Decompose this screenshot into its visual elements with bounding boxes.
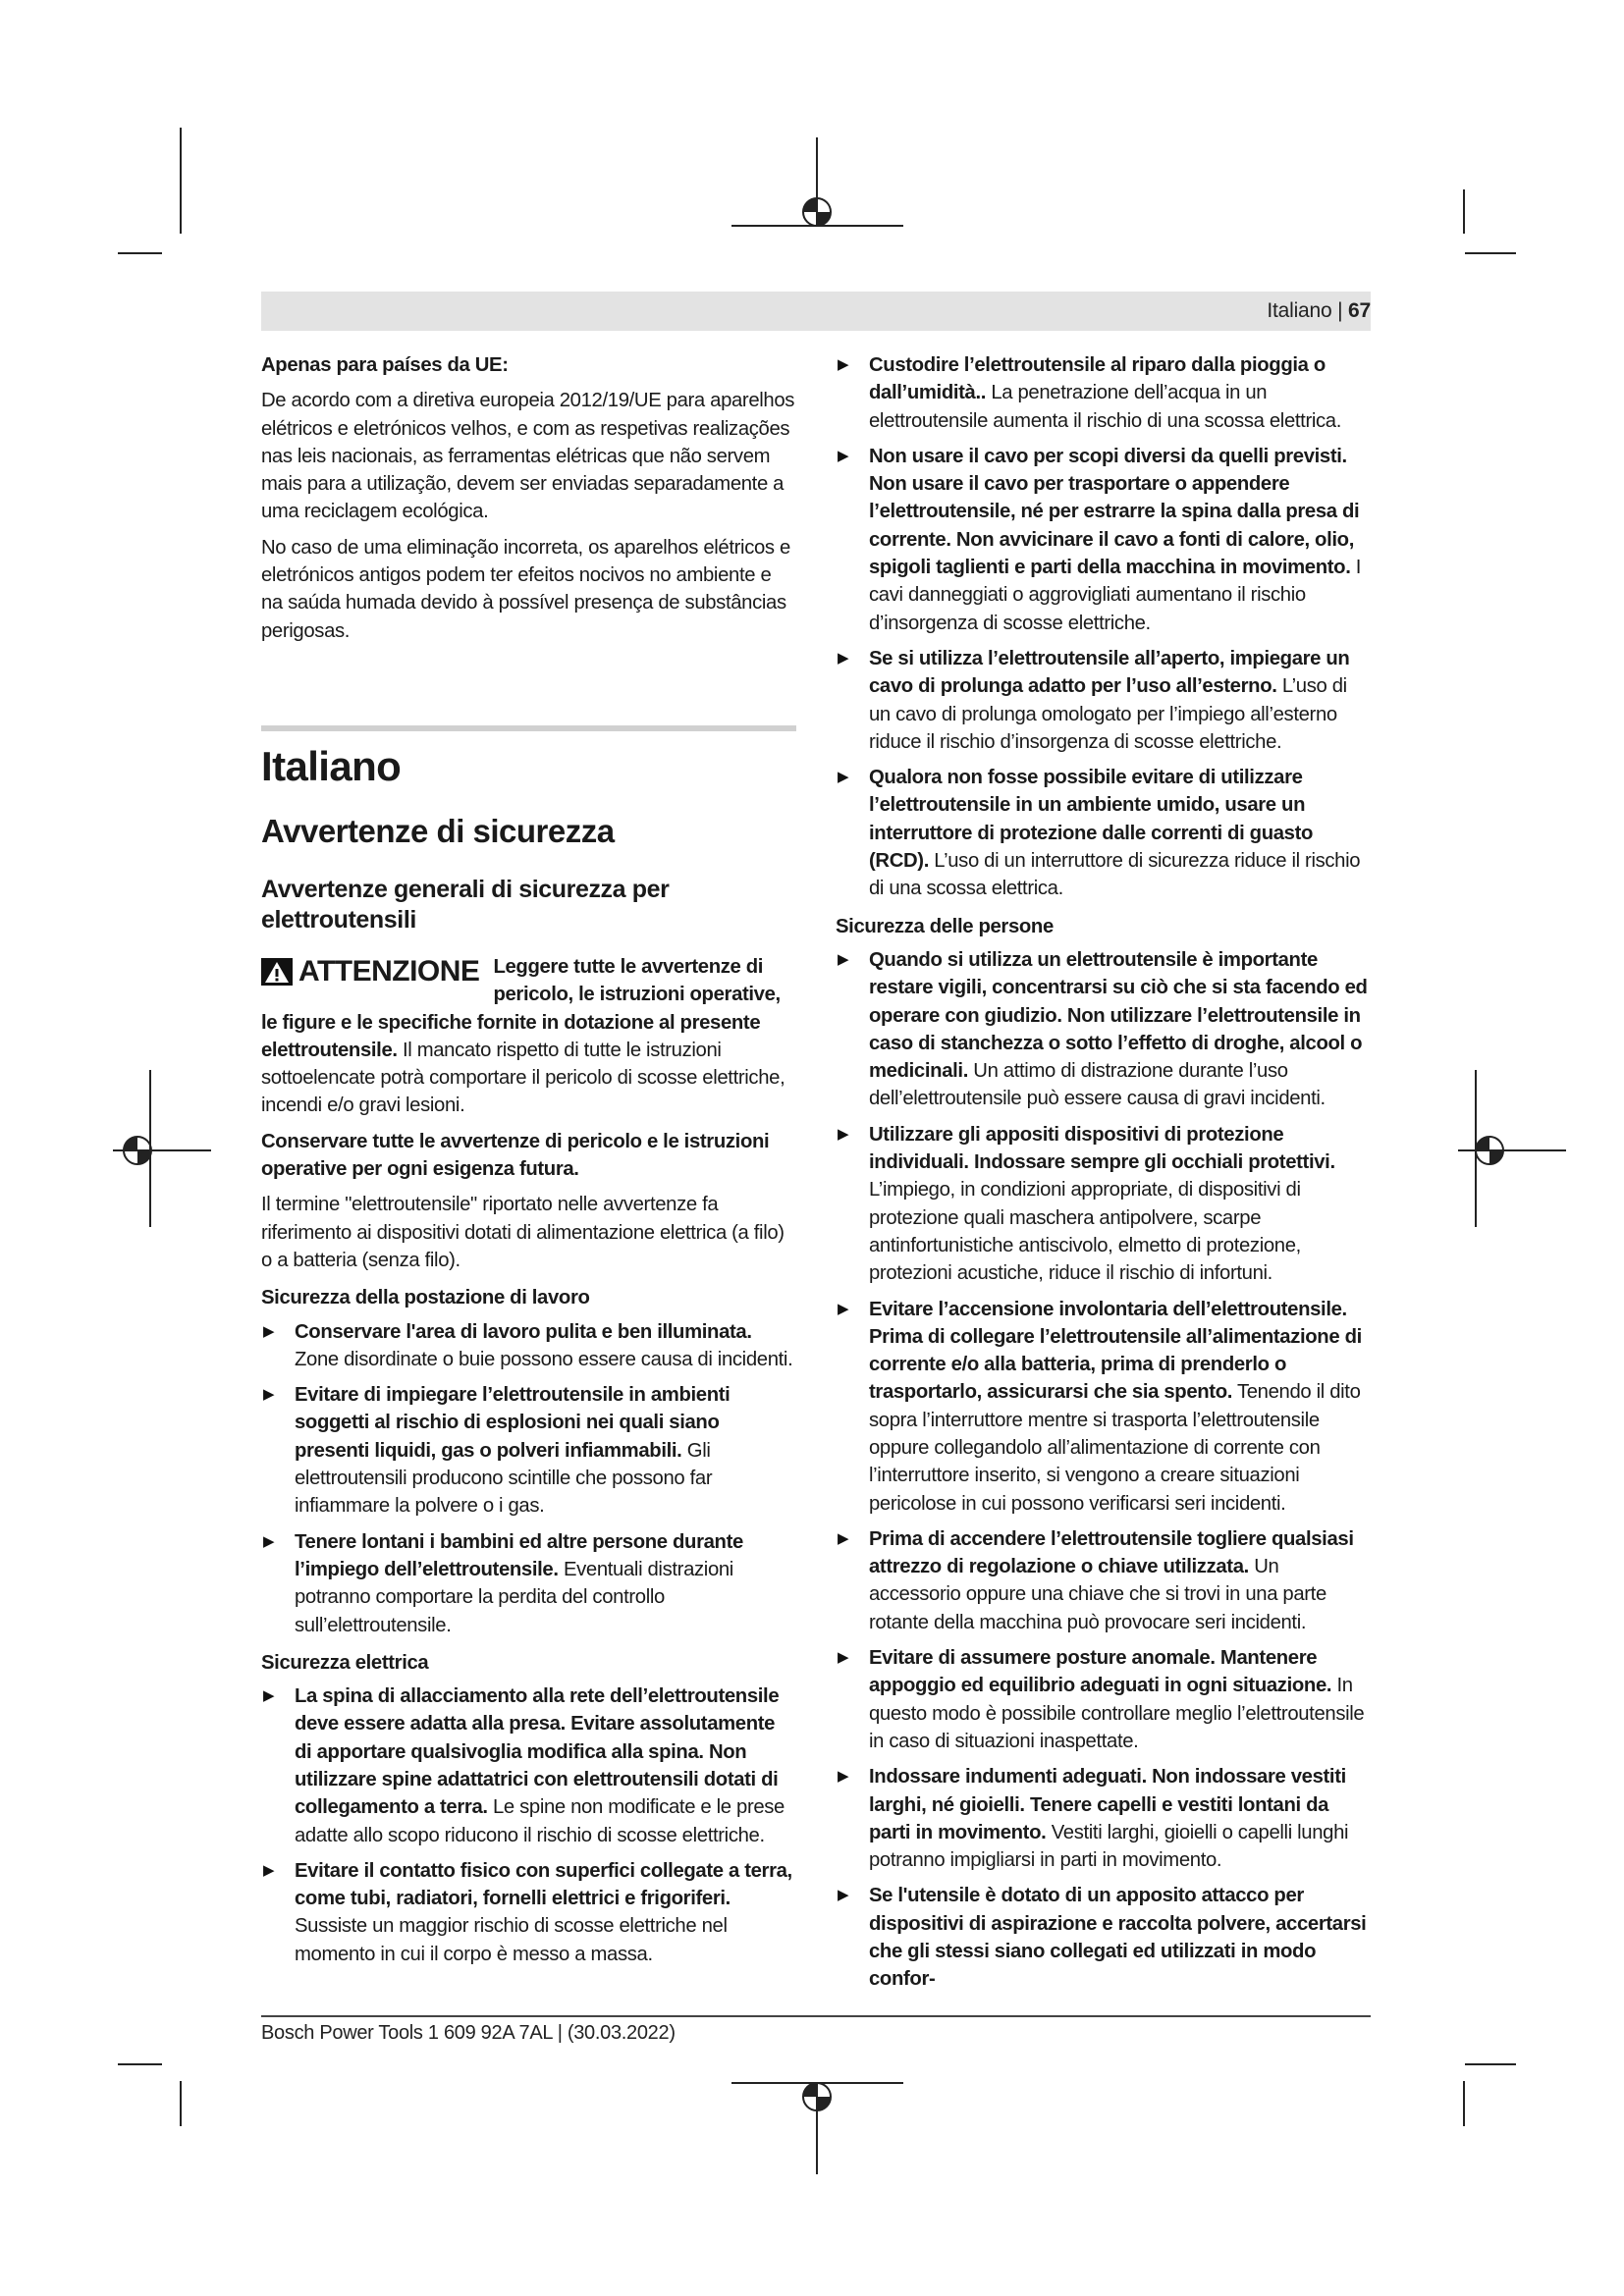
header-separator: | <box>1337 299 1343 322</box>
item-text: Sussiste un maggior rischio di scosse elettriche nel momento in cui il corpo è messo a massa. <box>295 1915 728 1965</box>
left-column <box>261 351 796 1976</box>
list-item <box>836 1525 1371 1636</box>
general-safety-title: Avvertenze generali di sicurezza per elettroutensili <box>261 875 670 934</box>
item-bold: La spina di allacciamento alla rete dell’elettroutensile deve essere adatta alla presa. Evitare assolutamente di apportare qualsivoglia modifica alla spina. Non utilizzare spine adattatrici con elettroutensili dotati di collegamento a terra. <box>295 1685 780 1819</box>
warning-block <box>261 953 796 1120</box>
item-text: La penetrazione dell’acqua in un elettroutensile aumenta il rischio di una scossa elettrica. <box>869 382 1342 432</box>
item-text: L’uso di un interruttore di sicurezza riduce il rischio di una scossa elettrica. <box>869 850 1361 900</box>
item-text: Le spine non modificate e le prese adatte allo scopo riducono il rischio di scosse elettriche. <box>295 1796 785 1846</box>
eu-paragraph-1: De acordo com a diretiva europeia 2012/19/UE para aparelhos elétricos e eletrónicos velhos, e com as respetivas realizações nas leis nacionais, as ferramentas elétricas que não servem mais para a utilização, devem ser enviadas separadamente a uma reciclagem ecológica. <box>261 390 795 523</box>
list-item <box>836 1296 1371 1518</box>
warning-bold: Leggere tutte le avvertenze di pericolo, le istruzioni operative, le figure e le specifiche fornite in dotazione al presente elettroutensile. <box>261 955 781 1061</box>
persons-heading: Sicurezza delle persone <box>836 915 1054 937</box>
list-item <box>836 645 1371 756</box>
registration-mark-bottom <box>731 2071 908 2179</box>
warning-label-text: ATTENZIONE <box>298 954 480 988</box>
list-item <box>261 1528 796 1639</box>
page-number: 67 <box>1348 299 1371 322</box>
persons-list <box>836 946 1371 1994</box>
item-text: Un attimo di distrazione durante l’uso dell’elettroutensile può essere causa di gravi incidenti. <box>869 1060 1326 1110</box>
list-item <box>261 1857 796 1968</box>
conserve-warnings: Conservare tutte le avvertenze di pericolo e le istruzioni operative per ogni esigenza futura. <box>261 1130 770 1181</box>
running-header <box>1267 299 1371 323</box>
item-bold: Conservare l'area di lavoro pulita e ben illuminata. <box>295 1320 752 1343</box>
workplace-heading: Sicurezza della postazione di lavoro <box>261 1287 590 1309</box>
item-text: Tenendo il dito sopra l’interruttore mentre si trasporta l’elettroutensile oppure collegandolo all’alimentazione di corrente con l’interruttore inserito, si vengono a creare situazioni pericolose in cui possono verificarsi seri incidenti. <box>869 1381 1361 1515</box>
eu-paragraph-2: No caso de uma eliminação incorreta, os aparelhos elétricos e eletrónicos antigos podem ter efeitos nocivos no ambiente e na saúda humada devido à possível presença de substâncias perigosas. <box>261 536 790 642</box>
item-text: L’impiego, in condizioni appropriate, di dispositivi di protezione quali maschera antipolvere, scarpe antinfortunistiche antiscivolo, elmetto di protezione, protezioni acustiche, riduce il rischio di infortuni. <box>869 1179 1301 1285</box>
item-bold: Evitare l’accensione involontaria dell’elettroutensile. Prima di collegare l’elettroutensile all’alimentazione di corrente e/o alla batteria, prima di prenderlo o trasportarlo, assicurarsi che sia spento. <box>869 1298 1362 1404</box>
registration-mark-top <box>731 137 908 245</box>
warning-text: Il mancato rispetto di tutte le istruzioni sottoelencate potrà comportare il pericolo di scosse elettriche, incendi e/o gravi lesioni. <box>261 1039 785 1117</box>
footer-rule <box>261 2015 1371 2017</box>
list-item <box>836 946 1371 1113</box>
footer-text: Bosch Power Tools 1 609 92A 7AL | (30.03.2022) <box>261 2022 676 2044</box>
item-bold: Utilizzare gli appositi dispositivi di protezione individuali. Indossare sempre gli occhiali protettivi. <box>869 1123 1335 1174</box>
workplace-list <box>261 1318 796 1639</box>
item-text: Vestiti larghi, gioielli o capelli lunghi potranno impigliarsi in parti in movimento. <box>869 1821 1349 1872</box>
list-item <box>261 1682 796 1849</box>
language-title: Italiano <box>261 742 402 789</box>
item-bold: Prima di accendere l’elettroutensile togliere qualsiasi attrezzo di regolazione o chiave utilizzata. <box>869 1527 1354 1578</box>
item-bold: Evitare di impiegare l’elettroutensile in ambienti soggetti al rischio di esplosioni nei quali siano presenti liquidi, gas o polveri infiammabili. <box>295 1384 731 1462</box>
list-item <box>836 1763 1371 1874</box>
item-bold: Custodire l’elettroutensile al riparo dalla pioggia o dall’umidità.. <box>869 354 1326 404</box>
list-item <box>836 351 1371 435</box>
eu-heading: Apenas para países da UE: <box>261 354 509 376</box>
electric-list-continued <box>836 351 1371 903</box>
item-text: Un accessorio oppure una chiave che si trovi in una parte rotante della macchina può provocare seri incidenti. <box>869 1556 1326 1633</box>
right-column <box>836 351 1371 2002</box>
item-bold: Indossare indumenti adeguati. Non indossare vestiti larghi, né gioielli. Tenere capelli e vestiti lontani da parti in movimento. <box>869 1766 1346 1843</box>
item-bold: Quando si utilizza un elettroutensile è importante restare vigili, concentrarsi su ciò che si sta facendo ed operare con giudizio. Non utilizzare l’elettroutensile in caso di stanchezza o sotto l’effetto di droghe, alcool o medicinali. <box>869 948 1368 1083</box>
item-text: L’uso di un cavo di prolunga omologato per l’impiego all’esterno riduce il rischio d’insorgenza di scosse elettriche. <box>869 675 1347 753</box>
registration-mark-right <box>1458 1070 1576 1237</box>
item-bold: Evitare il contatto fisico con superfici collegate a terra, come tubi, radiatori, fornelli elettrici e frigoriferi. <box>295 1859 792 1910</box>
item-bold: Evitare di assumere posture anomale. Mantenere appoggio ed equilibrio adeguati in ogni situazione. <box>869 1647 1332 1697</box>
section-divider <box>261 725 796 731</box>
item-text: In questo modo è possibile controllare meglio l’elettroutensile in caso di situazioni inaspettate. <box>869 1675 1365 1752</box>
item-bold: Se l'utensile è dotato di un apposito attacco per dispositivi di aspirazione e raccolta polvere, accertarsi che gli stessi siano collegati ed utilizzati in modo confor- <box>869 1885 1367 1991</box>
electric-heading: Sicurezza elettrica <box>261 1651 429 1674</box>
list-item <box>836 764 1371 902</box>
item-bold: Tenere lontani i bambini ed altre persone durante l’impiego dell’elettroutensile. <box>295 1530 743 1580</box>
item-bold: Non usare il cavo per scopi diversi da quelli previsti. Non usare il cavo per trasportare o appendere l’elettroutensile, né per estrarre la spina dalla presa di corrente. Non avvicinare il cavo a fonti di calore, olio, spigoli taglienti e parti della macchina in movimento. <box>869 445 1360 579</box>
list-item <box>836 443 1371 637</box>
item-bold: Se si utilizza l’elettroutensile all’aperto, impiegare un cavo di prolunga adatto per l’uso all’esterno. <box>869 647 1350 698</box>
list-item <box>261 1381 796 1520</box>
item-text: Gli elettroutensili producono scintille che possono far infiammare la polvere o i gas. <box>295 1439 713 1518</box>
warning-triangle-icon <box>261 958 293 986</box>
list-item <box>836 1644 1371 1755</box>
list-item <box>836 1121 1371 1288</box>
item-text: I cavi danneggiati o aggrovigliati aumentano il rischio d’insorgenza di scosse elettriche. <box>869 557 1362 634</box>
header-band <box>261 292 1371 331</box>
item-bold: Qualora non fosse possibile evitare di utilizzare l’elettroutensile in un ambiente umido, usare un interruttore di protezione dalle correnti di guasto (RCD). <box>869 767 1314 873</box>
list-item <box>261 1318 796 1374</box>
electric-list <box>261 1682 796 1968</box>
list-item <box>836 1882 1371 1993</box>
warning-label <box>261 955 479 988</box>
item-text: Zone disordinate o buie possono essere causa di incidenti. <box>295 1348 793 1370</box>
header-section: Italiano <box>1267 299 1332 322</box>
registration-mark-left <box>103 1070 221 1237</box>
item-text: Eventuali distrazioni potranno comportare la perdita del controllo sull’elettroutensile. <box>295 1558 733 1636</box>
term-definition: Il termine "elettroutensile" riportato nelle avvertenze fa riferimento ai dispositivi dotati di alimentazione elettrica (a filo) o a batteria (senza filo). <box>261 1194 785 1271</box>
safety-title: Avvertenze di sicurezza <box>261 812 615 849</box>
